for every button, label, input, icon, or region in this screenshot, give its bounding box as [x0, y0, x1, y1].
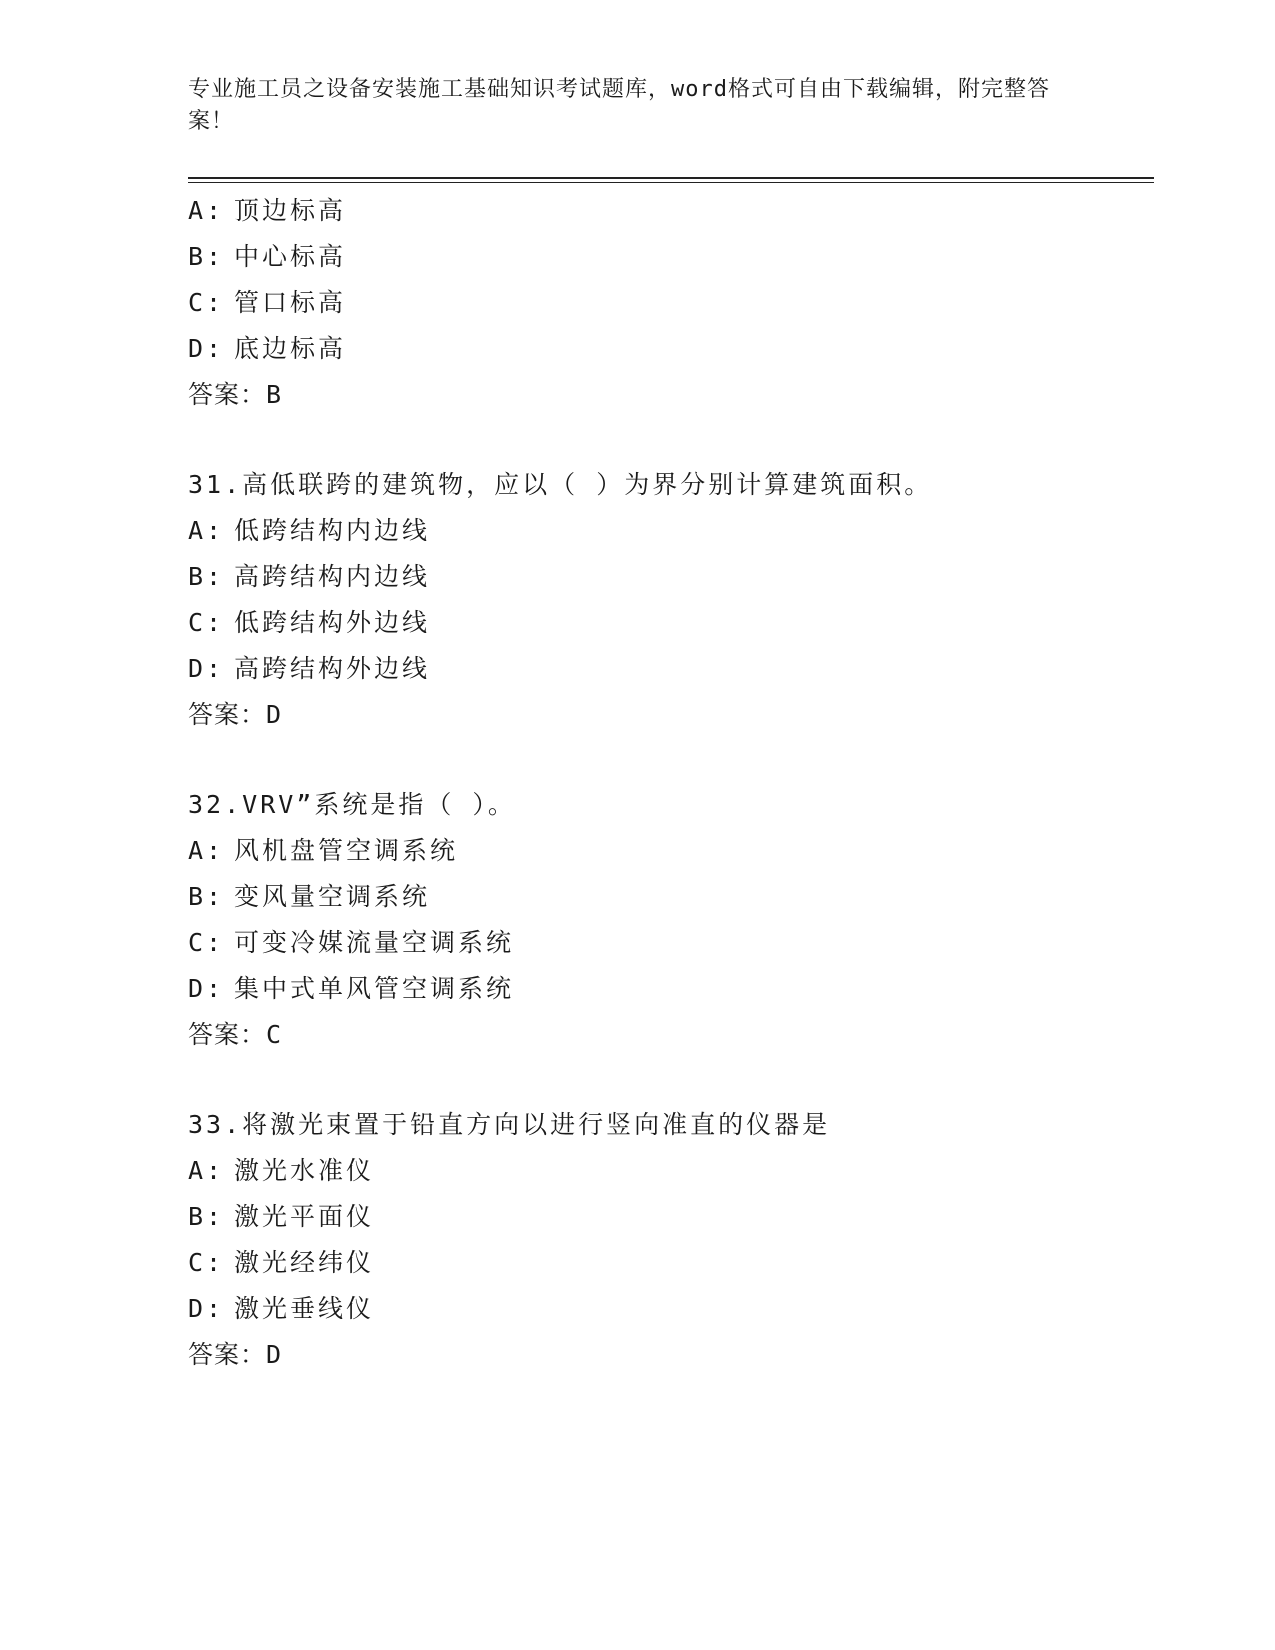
option-letter: A: — [188, 196, 225, 225]
question-block-31 — [188, 462, 1148, 738]
answer-label: 答案： — [188, 1340, 267, 1369]
option-text: 激光水准仪 — [234, 1156, 375, 1185]
option-text: 可变冷媒流量空调系统 — [234, 928, 515, 957]
option-letter: A: — [188, 516, 225, 545]
option-text: 激光经纬仪 — [234, 1248, 375, 1277]
option-text: 管口标高 — [234, 288, 347, 317]
option-text: 低跨结构内边线 — [234, 516, 431, 545]
question-spacer — [188, 738, 1148, 782]
answer-line — [188, 692, 1148, 738]
question-spacer — [188, 1058, 1148, 1102]
question-spacer — [188, 418, 1148, 462]
answer-label: 答案： — [188, 700, 267, 729]
option-letter: C: — [188, 928, 225, 957]
option-a — [188, 508, 1148, 554]
question-text: 31.高低联跨的建筑物，应以（ ）为界分别计算建筑面积。 — [188, 470, 933, 499]
option-letter: A: — [188, 1156, 225, 1185]
option-letter: D: — [188, 334, 225, 363]
answer-label: 答案： — [188, 1020, 267, 1049]
answer-label: 答案： — [188, 380, 267, 409]
option-letter: D: — [188, 974, 225, 1003]
option-letter: C: — [188, 1248, 225, 1277]
option-text: 顶边标高 — [234, 196, 347, 225]
option-letter: A: — [188, 836, 225, 865]
answer-line — [188, 1012, 1148, 1058]
answer-value: D — [266, 700, 283, 729]
question-block-30 — [188, 188, 1148, 418]
option-text: 激光平面仪 — [234, 1202, 375, 1231]
option-a — [188, 188, 1148, 234]
question-text: 32.VRV”系统是指（ ）。 — [188, 790, 516, 819]
question-list — [188, 188, 1148, 1378]
option-b — [188, 234, 1148, 280]
option-d — [188, 646, 1148, 692]
option-c — [188, 1240, 1148, 1286]
option-c — [188, 600, 1148, 646]
answer-line — [188, 1332, 1148, 1378]
document-header: 专业施工员之设备安装施工基础知识考试题库，word格式可自由下载编辑，附完整答案！ — [188, 77, 1050, 134]
header-divider-thick — [188, 177, 1154, 179]
option-text: 变风量空调系统 — [234, 882, 431, 911]
header-divider-thin — [188, 182, 1154, 183]
option-b — [188, 1194, 1148, 1240]
option-letter: D: — [188, 654, 225, 683]
option-text: 中心标高 — [234, 242, 347, 271]
option-letter: B: — [188, 1202, 225, 1231]
option-text: 激光垂线仪 — [234, 1294, 375, 1323]
option-d — [188, 326, 1148, 372]
option-c — [188, 920, 1148, 966]
option-d — [188, 1286, 1148, 1332]
answer-value: B — [266, 380, 283, 409]
question-text: 33.将激光束置于铅直方向以进行竖向准直的仪器是 — [188, 1110, 831, 1139]
option-a — [188, 1148, 1148, 1194]
option-letter: C: — [188, 608, 225, 637]
option-letter: C: — [188, 288, 225, 317]
option-letter: B: — [188, 562, 225, 591]
answer-value: C — [266, 1020, 283, 1049]
option-text: 高跨结构外边线 — [234, 654, 431, 683]
option-text: 集中式单风管空调系统 — [234, 974, 515, 1003]
question-block-33 — [188, 1102, 1148, 1378]
answer-line — [188, 372, 1148, 418]
option-letter: B: — [188, 242, 225, 271]
option-text: 底边标高 — [234, 334, 347, 363]
option-letter: B: — [188, 882, 225, 911]
option-b — [188, 554, 1148, 600]
option-text: 低跨结构外边线 — [234, 608, 431, 637]
option-letter: D: — [188, 1294, 225, 1323]
option-a — [188, 828, 1148, 874]
question-block-32 — [188, 782, 1148, 1058]
option-d — [188, 966, 1148, 1012]
option-text: 高跨结构内边线 — [234, 562, 431, 591]
option-b — [188, 874, 1148, 920]
option-c — [188, 280, 1148, 326]
option-text: 风机盘管空调系统 — [234, 836, 459, 865]
answer-value: D — [266, 1340, 283, 1369]
